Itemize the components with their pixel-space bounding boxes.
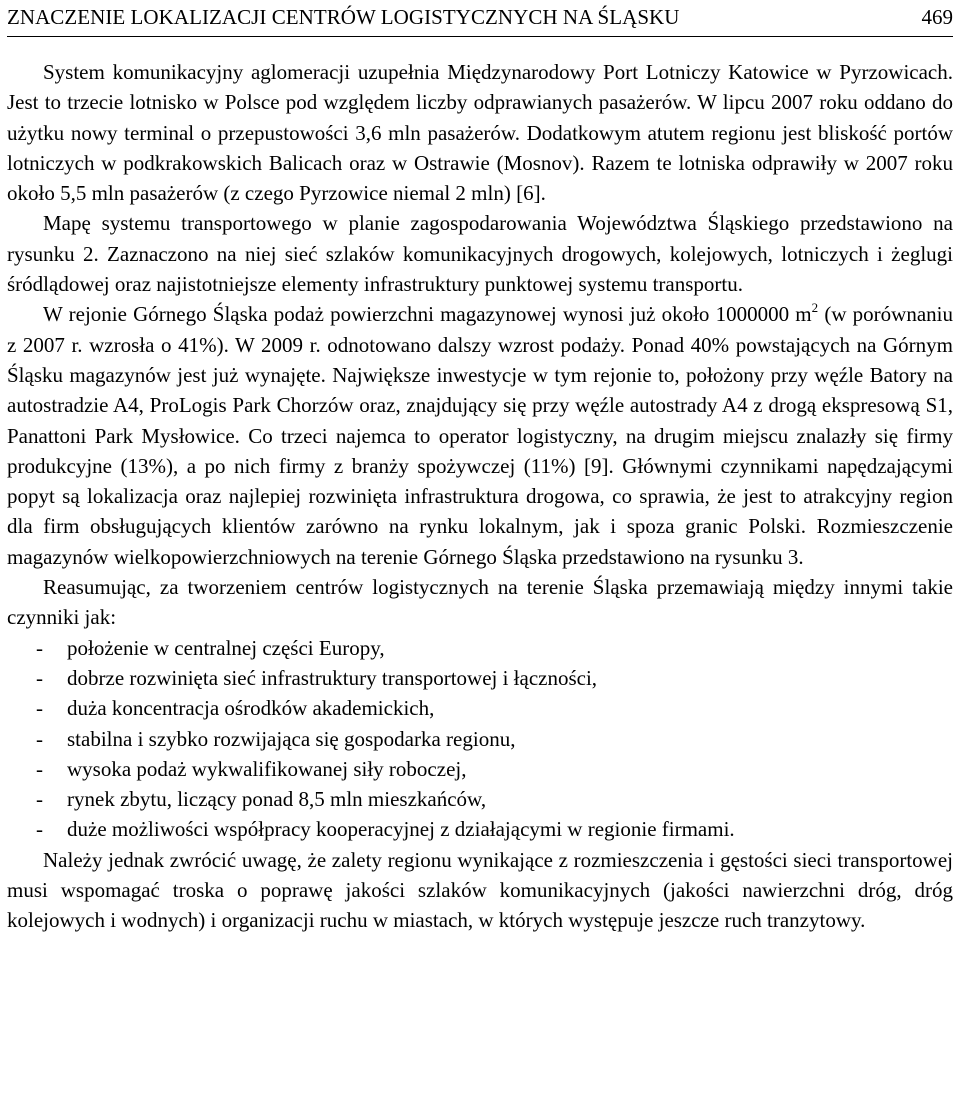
list-item: - dobrze rozwinięta sieć infrastruktury transportowej i łączności, (7, 663, 953, 693)
paragraph-transport-map: Mapę systemu transportowego w planie zagospodarowania Województwa Śląskiego przedstawiono na rysunku 2. Zaznaczono na niej sieć szlaków komunikacyjnych drogowych, kolejowych, lotniczych i żeglugi śródlądowej oraz najistotniejsze elementy infrastruktury punktowej systemu transportu. (7, 211, 953, 297)
paragraph-closing: Należy jednak zwrócić uwagę, że zalety regionu wynikające z rozmieszczenia i gęstości sieci transportowej musi wspomagać troska o poprawę jakości szlaków komunikacyjnych (jakości nawierzchni dróg, dróg kolejowych i wodnych) i organizacji ruchu w miastach, w których występuje jeszcze ruch tranzytowy. (7, 847, 953, 933)
running-header (7, 2, 953, 37)
page-number: 469 (921, 5, 953, 29)
list-item: - stabilna i szybko rozwijająca się gospodarka regionu, (7, 724, 953, 754)
list-item: - duże możliwości współpracy kooperacyjnej z działającymi w regionie firmami. (7, 814, 953, 844)
body-text (7, 57, 953, 936)
dash-bullet: - (36, 756, 43, 781)
warehouse-text-rest: (w porównaniu z 2007 r. wzrosła o 41%). W 2009 r. odnotowano dalszy wzrost podaży. Ponad 40% powstających na Górnym Śląsku magazynów jest już wynajęte. Największe inwestycje w tym rejonie to, położony przy węźle Batory na autostradzie A4, ProLogis Park Chorzów oraz, znajdujący się przy węźle autostrady A4 z drogą ekspresową S1, Panattoni Park Mysłowice. Co trzeci najemca to operator logistyczny, na drugim miejscu znalazły się firmy produkcyjne (13%), a po nich firmy z branży spożywczej (11%) [9]. Głównymi czynnikami napędzającymi popyt są lokalizacja oraz najlepiej rozwinięta infrastruktura drogowa, co sprawia, że jest to atrakcyjny region dla firm obsługujących klientów zarówno na rynku lokalnym, jak i spoza granic Polski. Rozmieszczenie magazynów wielkopowierzchniowych na terenie Górnego Śląska przedstawiono na rysunku 3. (7, 302, 953, 569)
dash-bullet: - (36, 726, 43, 751)
list-item: - wysoka podaż wykwalifikowanej siły roboczej, (7, 754, 953, 784)
dash-bullet: - (36, 817, 43, 842)
list-item: - rynek zbytu, liczący ponad 8,5 mln mieszkańców, (7, 784, 953, 814)
dash-bullet: - (36, 696, 43, 721)
paragraph-warehouses (7, 299, 953, 572)
superscript-2: 2 (811, 300, 819, 316)
dash-bullet: - (36, 665, 43, 690)
list-item: - duża koncentracja ośrodków akademickich, (7, 693, 953, 723)
header-title: ZNACZENIE LOKALIZACJI CENTRÓW LOGISTYCZNYCH NA ŚLĄSKU (7, 5, 680, 29)
factors-list (7, 633, 953, 845)
warehouse-text-start: W rejonie Górnego Śląska podaż powierzchni magazynowej wynosi już około 1000000 m (43, 302, 812, 327)
paragraph-airport: System komunikacyjny aglomeracji uzupełnia Międzynarodowy Port Lotniczy Katowice w Pyrzowicach. Jest to trzecie lotnisko w Polsce pod względem liczby odprawianych pasażerów. W lipcu 2007 roku oddano do użytku nowy terminal o przepustowości 3,6 mln pasażerów. Dodatkowym atutem regionu jest bliskość portów lotniczych w podkrakowskich Balicach oraz w Ostrawie (Mosnov). Razem te lotniska odprawiły w 2007 roku około 5,5 mln pasażerów (z czego Pyrzowice niemal 2 mln) [6]. (7, 60, 953, 206)
list-item: - położenie w centralnej części Europy, (7, 633, 953, 663)
dash-bullet: - (36, 635, 43, 660)
paragraph-summary-intro: Reasumując, za tworzeniem centrów logistycznych na terenie Śląska przemawiają między innymi takie czynniki jak: (7, 575, 953, 630)
dash-bullet: - (36, 787, 43, 812)
